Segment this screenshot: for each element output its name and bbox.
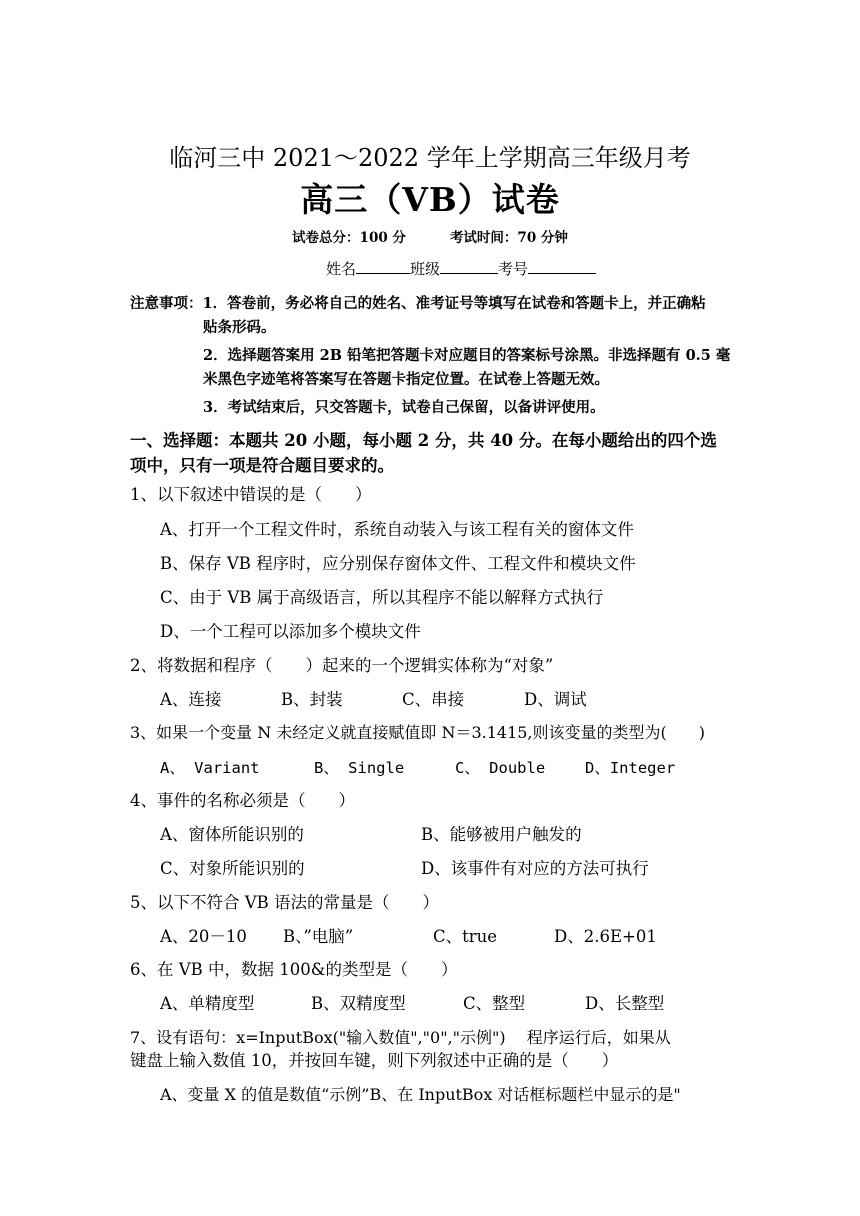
q4-stem: 4、事件的名称必须是（ ）	[130, 791, 355, 810]
q5-option-d: D、2.6E+01	[554, 927, 657, 946]
q3-option-b: B、 Single	[314, 759, 405, 777]
notes-label: 注意事项：	[130, 295, 203, 312]
exam-time: 考试时间：70 分钟	[449, 230, 568, 246]
name-blank[interactable]	[356, 259, 410, 274]
q5-option-a: A、20－10	[160, 927, 247, 946]
q6-option-b: B、双精度型	[311, 994, 406, 1013]
total-score: 试卷总分：100 分	[292, 230, 406, 246]
q4-option-c: C、对象所能识别的	[160, 859, 305, 878]
q3-stem: 3、如果一个变量 N 未经定义就直接赋值即 N＝3.1415,则该变量的类型为( )	[130, 723, 705, 742]
q3-option-d: D、Integer	[585, 759, 676, 777]
q5-option-c: C、true	[433, 927, 498, 946]
q1-stem: 1、以下叙述中错误的是（ ）	[130, 485, 372, 504]
exam-meta	[0, 226, 860, 246]
name-label: 姓名	[326, 260, 357, 278]
q6-option-d: D、长整型	[585, 994, 665, 1013]
q6-option-c: C、整型	[463, 994, 526, 1013]
section1-line2: 项中，只有一项是符合题目要求的。	[130, 456, 394, 475]
notes-item2-line1: 2．选择题答案用 2B 铅笔把答题卡对应题目的答案标号涂黑。非选择题有 0.5 毫	[203, 347, 731, 364]
notes-item1-line2: 贴条形码。	[203, 319, 276, 336]
section1-line1: 一、选择题：本题共 20 小题，每小题 2 分，共 40 分。在每小题给出的四个选	[130, 431, 717, 450]
q5-option-b: B、”电脑”	[283, 927, 354, 946]
q6-option-a: A、单精度型	[160, 994, 255, 1013]
q2-option-b: B、封装	[281, 690, 343, 709]
q1-option-c: C、由于 VB 属于高级语言，所以其程序不能以解释方式执行	[160, 588, 604, 607]
student-info-row	[326, 258, 596, 279]
exam-title-school: 临河三中 2021～2022 学年上学期高三年级月考	[169, 144, 691, 172]
q4-option-a: A、窗体所能识别的	[160, 825, 304, 844]
q4-option-b: B、能够被用户触发的	[421, 825, 582, 844]
q1-option-a: A、打开一个工程文件时，系统自动装入与该工程有关的窗体文件	[160, 520, 634, 539]
q1-option-d: D、一个工程可以添加多个模块文件	[160, 622, 421, 641]
q3-option-a: A、 Variant	[160, 759, 260, 777]
q4-option-d: D、该事件有对应的方法可执行	[421, 859, 649, 878]
class-label: 班级	[410, 260, 441, 278]
notes-item1-line1: 注意事项：1．答卷前，务必将自己的姓名、准考证号等填写在试卷和答题卡上，并正确粘	[130, 295, 706, 312]
number-label: 考号	[498, 260, 529, 278]
q1-option-b: B、保存 VB 程序时，应分别保存窗体文件、工程文件和模块文件	[160, 554, 636, 573]
q2-stem: 2、将数据和程序（ ）起来的一个逻辑实体称为“对象”	[130, 656, 554, 675]
notes-item3: 3．考试结束后，只交答题卡，试卷自己保留，以备讲评使用。	[203, 399, 605, 416]
q5-stem: 5、以下不符合 VB 语法的常量是（ ）	[130, 893, 440, 912]
exam-title-subject: 高三（VB）试卷	[300, 180, 560, 219]
q7-stem-line2: 键盘上输入数值 10，并按回车键，则下列叙述中正确的是（ ）	[130, 1051, 619, 1070]
q2-option-d: D、调试	[524, 690, 587, 709]
number-blank[interactable]	[528, 259, 596, 274]
q2-option-a: A、连接	[160, 690, 222, 709]
q7-stem-line1: 7、设有语句：x=InputBox("输入数值","0","示例") 程序运行后，如果从	[130, 1028, 671, 1047]
q7-option-ab: A、变量 X 的值是数值“示例”B、在 InputBox 对话框标题栏中显示的是"	[160, 1085, 681, 1104]
q2-option-c: C、串接	[402, 690, 465, 709]
class-blank[interactable]	[440, 259, 498, 274]
notes-item2-line2: 米黑色字迹笔将答案写在答题卡指定位置。在试卷上答题无效。	[203, 371, 609, 388]
q3-option-c: C、 Double	[455, 759, 546, 777]
q6-stem: 6、在 VB 中，数据 100&的类型是（ ）	[130, 960, 458, 979]
